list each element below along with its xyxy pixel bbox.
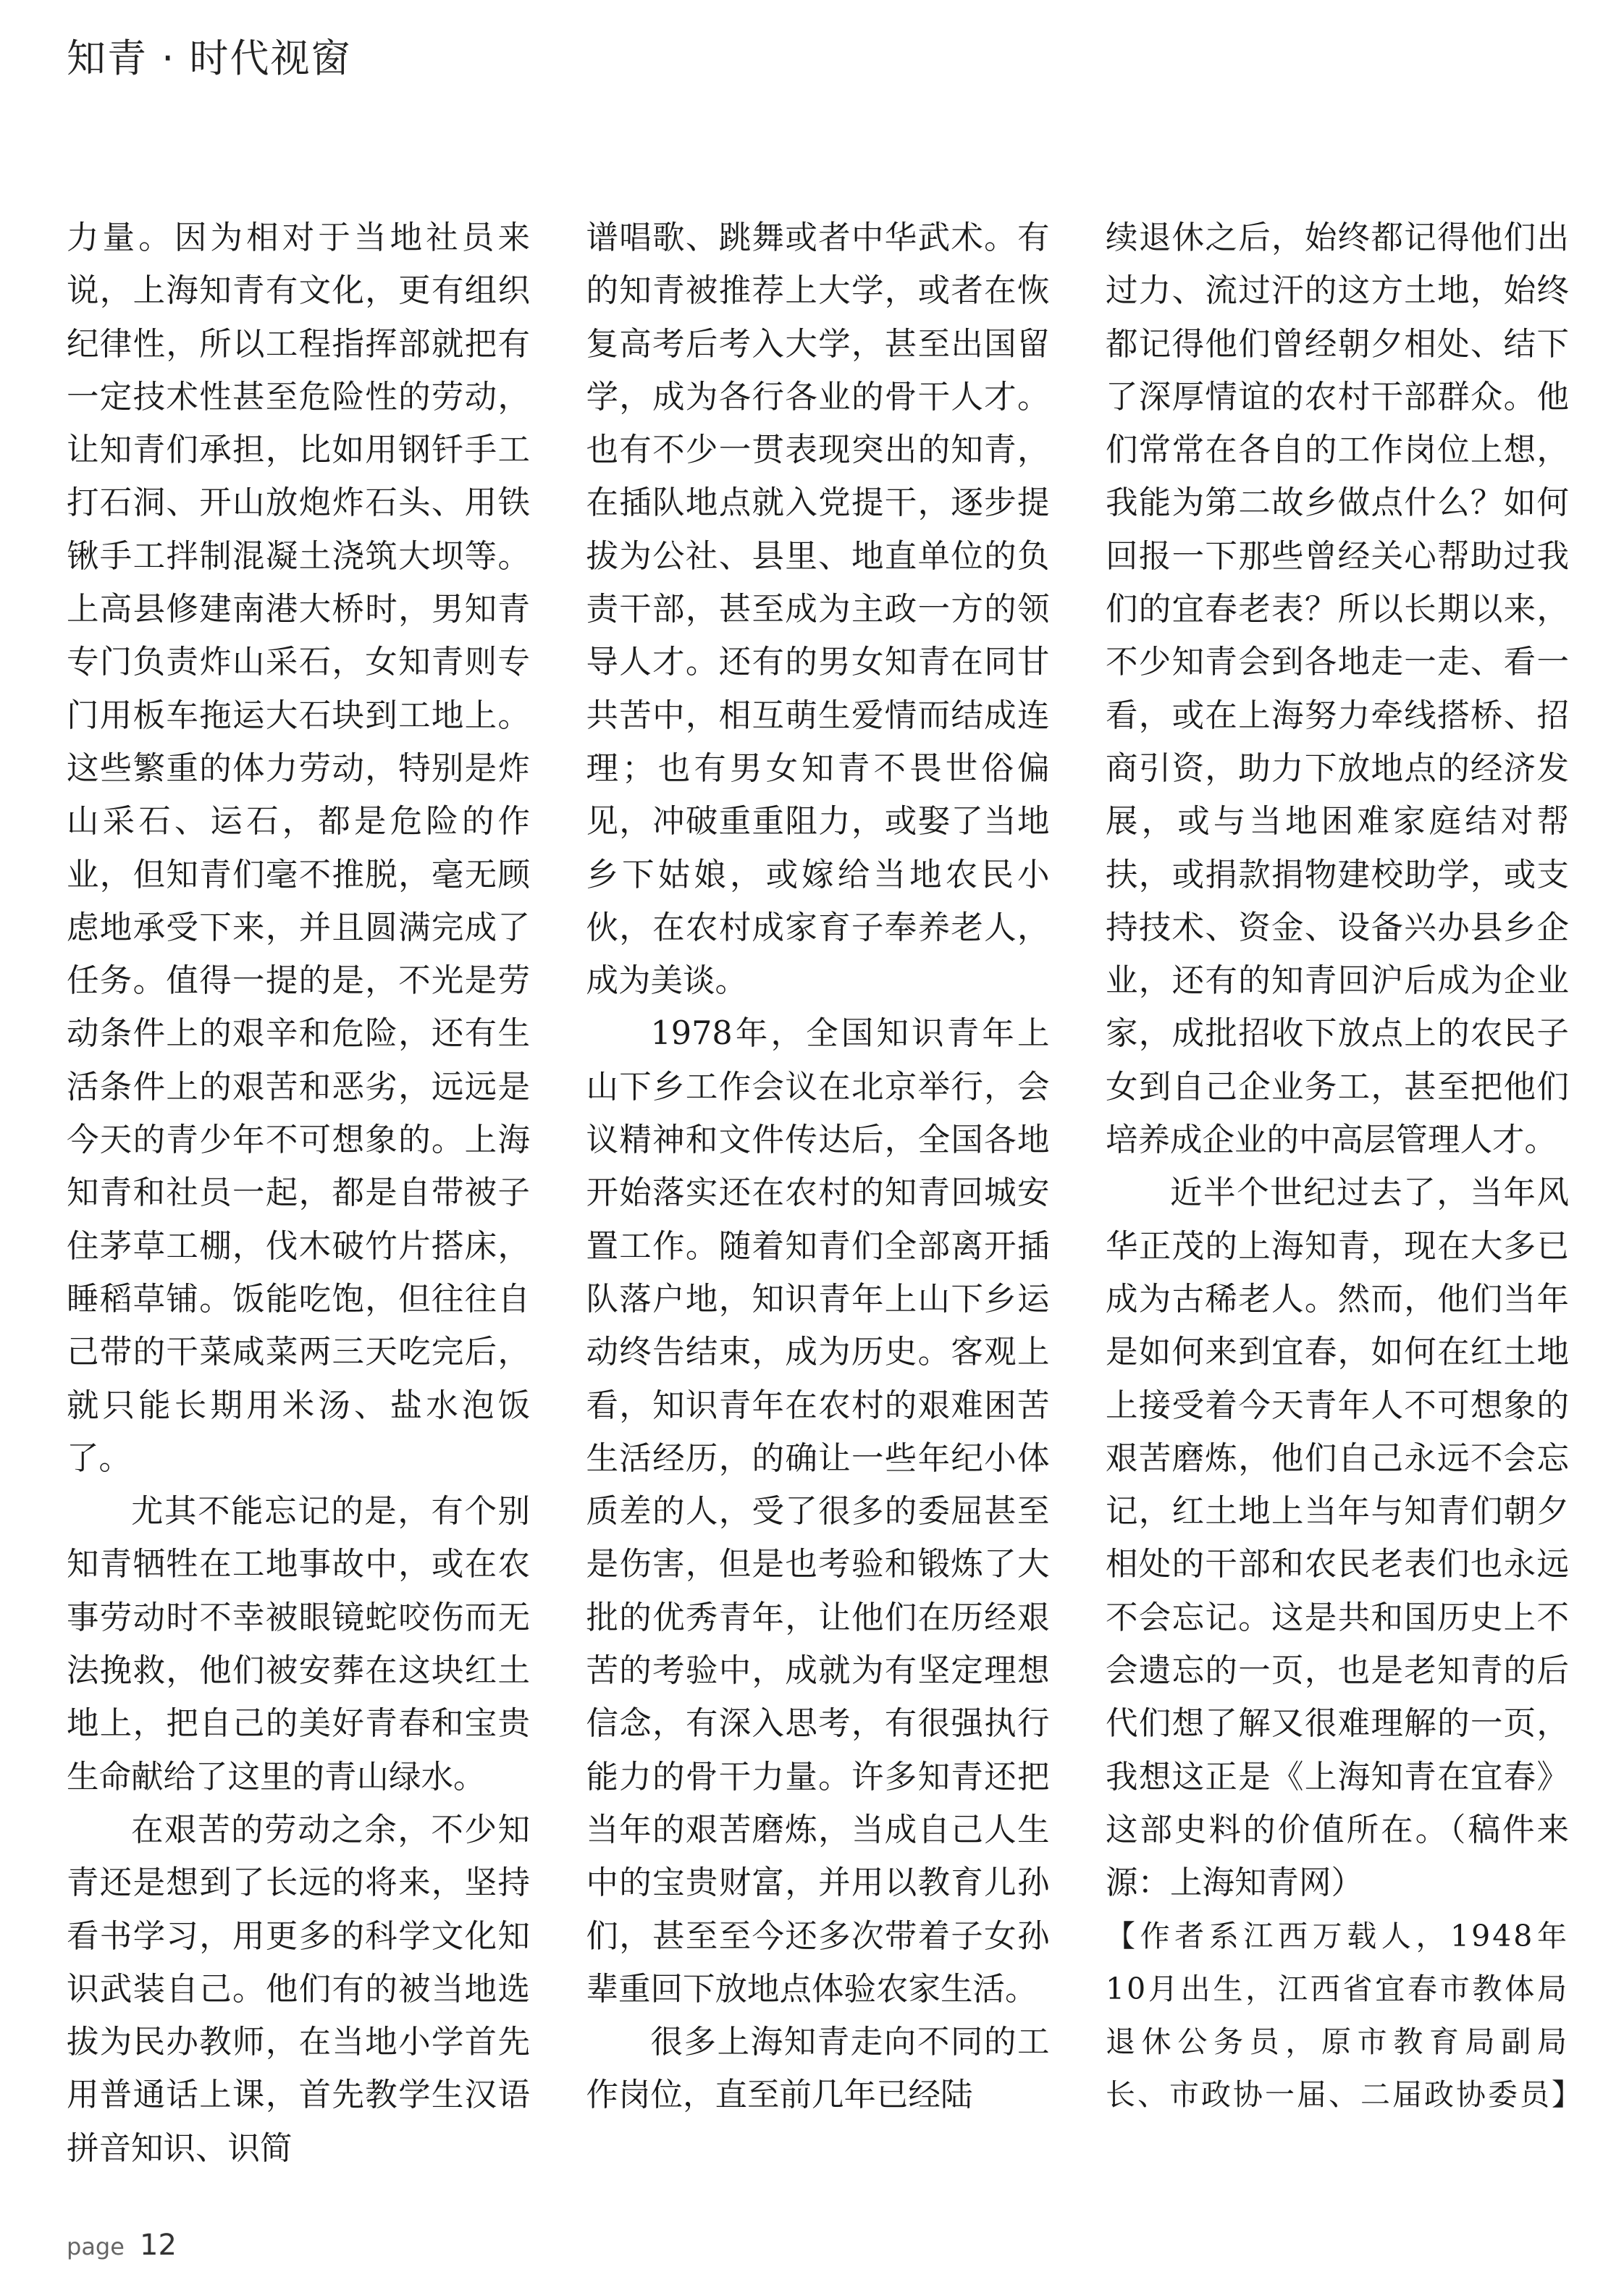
page-footer (67, 2229, 177, 2262)
paragraph: 续退休之后，始终都记得他们出过力、流过汗的这方土地，始终都记得他们曾经朝夕相处、结下了深厚情谊的农村干部群众。他们常常在各自的工作岗位上想，我能为第二故乡做点什么？如何回报一下那些曾经关心帮助过我们的宜春老表？所以长期以来，不少知青会到各地走一走、看一看，或在上海努力牵线搭桥、招商引资，助力下放地点的经济发展，或与当地困难家庭结对帮扶，或捐款捐物建校助学，或支持技术、资金、设备兴办县乡企业，还有的知青回沪后成为企业家，成批招收下放点上的农民子女到自己企业务工，甚至把他们培养成企业的中高层管理人才。 (1106, 219, 1569, 1159)
paragraph: 谱唱歌、跳舞或者中华武术。有的知青被推荐上大学，或者在恢复高考后考入大学，甚至出国留学，成为各行各业的骨干人才。也有不少一贯表现突出的知青，在插队地点就入党提干，逐步提拔为公社、县里、地直单位的负责干部，甚至成为主政一方的领导人才。还有的男女知青在同甘共苦中，相互萌生爱情而结成连理；也有男女知青不畏世俗偏见，冲破重重阻力，或娶了当地乡下姑娘，或嫁给当地农民小伙，在农村成家育子奉养老人，成为美谈。 (586, 219, 1050, 1000)
column-1 (67, 211, 530, 2167)
column-3 (1106, 211, 1583, 2137)
paragraph: 在艰苦的劳动之余，不少知青还是想到了长远的将来，坚持看书学习，用更多的科学文化知识武装自己。他们有的被当地选拔为民办教师，在当地小学首先用普通话上课，首先教学生汉语拼音知识、识简 (67, 1811, 530, 2167)
paragraph: 力量。因为相对于当地社员来说，上海知青有文化，更有组织纪律性，所以工程指挥部就把有一定技术性甚至危险性的劳动，让知青们承担，比如用钢钎手工打石洞、开山放炮炸石头、用铁锹手工拌制混凝土浇筑大坝等。上高县修建南港大桥时，男知青专门负责炸山采石，女知青则专门用板车拖运大石块到工地上。这些繁重的体力劳动，特别是炸山采石、运石，都是危险的作业，但知青们毫不推脱，毫无顾虑地承受下来，并且圆满完成了任务。值得一提的是，不光是劳动条件上的艰辛和危险，还有生活条件上的艰苦和恶劣，远远是今天的青少年不可想象的。上海知青和社员一起，都是自带被子住茅草工棚，伐木破竹片搭床，睡稻草铺。饭能吃饱，但往往自己带的干菜咸菜两三天吃完后，就只能长期用米汤、盐水泡饭了。 (67, 219, 530, 1477)
paragraph: 尤其不能忘记的是，有个别知青牺牲在工地事故中，或在农事劳动时不幸被眼镜蛇咬伤而无法挽救，他们被安葬在这块红土地上，把自己的美好青春和宝贵生命献给了这里的青山绿水。 (67, 1493, 530, 1796)
section-header: 知青 · 时代视窗 (67, 35, 352, 81)
author-bio: 【作者系江西万载人，1948年10月出生，江西省宜春市教体局退休公务员，原市教育局副局长、市政协一届、二届政协委员】 (1106, 1918, 1583, 2113)
paragraph: 很多上海知青走向不同的工作岗位，直至前几年已经陆 (586, 2024, 1050, 2114)
paragraph: 1978年，全国知识青年上山下乡工作会议在北京举行，会议精神和文件传达后，全国各地开始落实还在农村的知青回城安置工作。随着知青们全部离开插队落户地，知识青年上山下乡运动终告结束，成为历史。客观上看，知识青年在农村的艰难困苦生活经历，的确让一些年纪小体质差的人，受了很多的委屈甚至是伤害，但是也考验和锻炼了大批的优秀青年，让他们在历经艰苦的考验中，成就为有坚定理想信念，有深入思考，有很强执行能力的骨干力量。许多知青还把当年的艰苦磨炼，当成自己人生中的宝贵财富，并用以教育儿孙们，甚至至今还多次带着子女孙辈重回下放地点体验农家生活。 (586, 1015, 1050, 2008)
article-body (67, 211, 1583, 2167)
page-number: 12 (140, 2229, 177, 2262)
column-2 (586, 211, 1050, 2137)
page-label: page (67, 2233, 125, 2260)
paragraph: 近半个世纪过去了，当年风华正茂的上海知青，现在大多已成为古稀老人。然而，他们当年是如何来到宜春，如何在红土地上接受着今天青年人不可想象的艰苦磨炼，他们自己永远不会忘记，红土地上当年与知青们朝夕相处的干部和农民老表们也永远不会忘记。这是共和国历史上不会遗忘的一页，也是老知青的后代们想了解又很难理解的一页，我想这正是《上海知青在宜春》这部史料的价值所在。（稿件来源：上海知青网） (1106, 1174, 1569, 1902)
